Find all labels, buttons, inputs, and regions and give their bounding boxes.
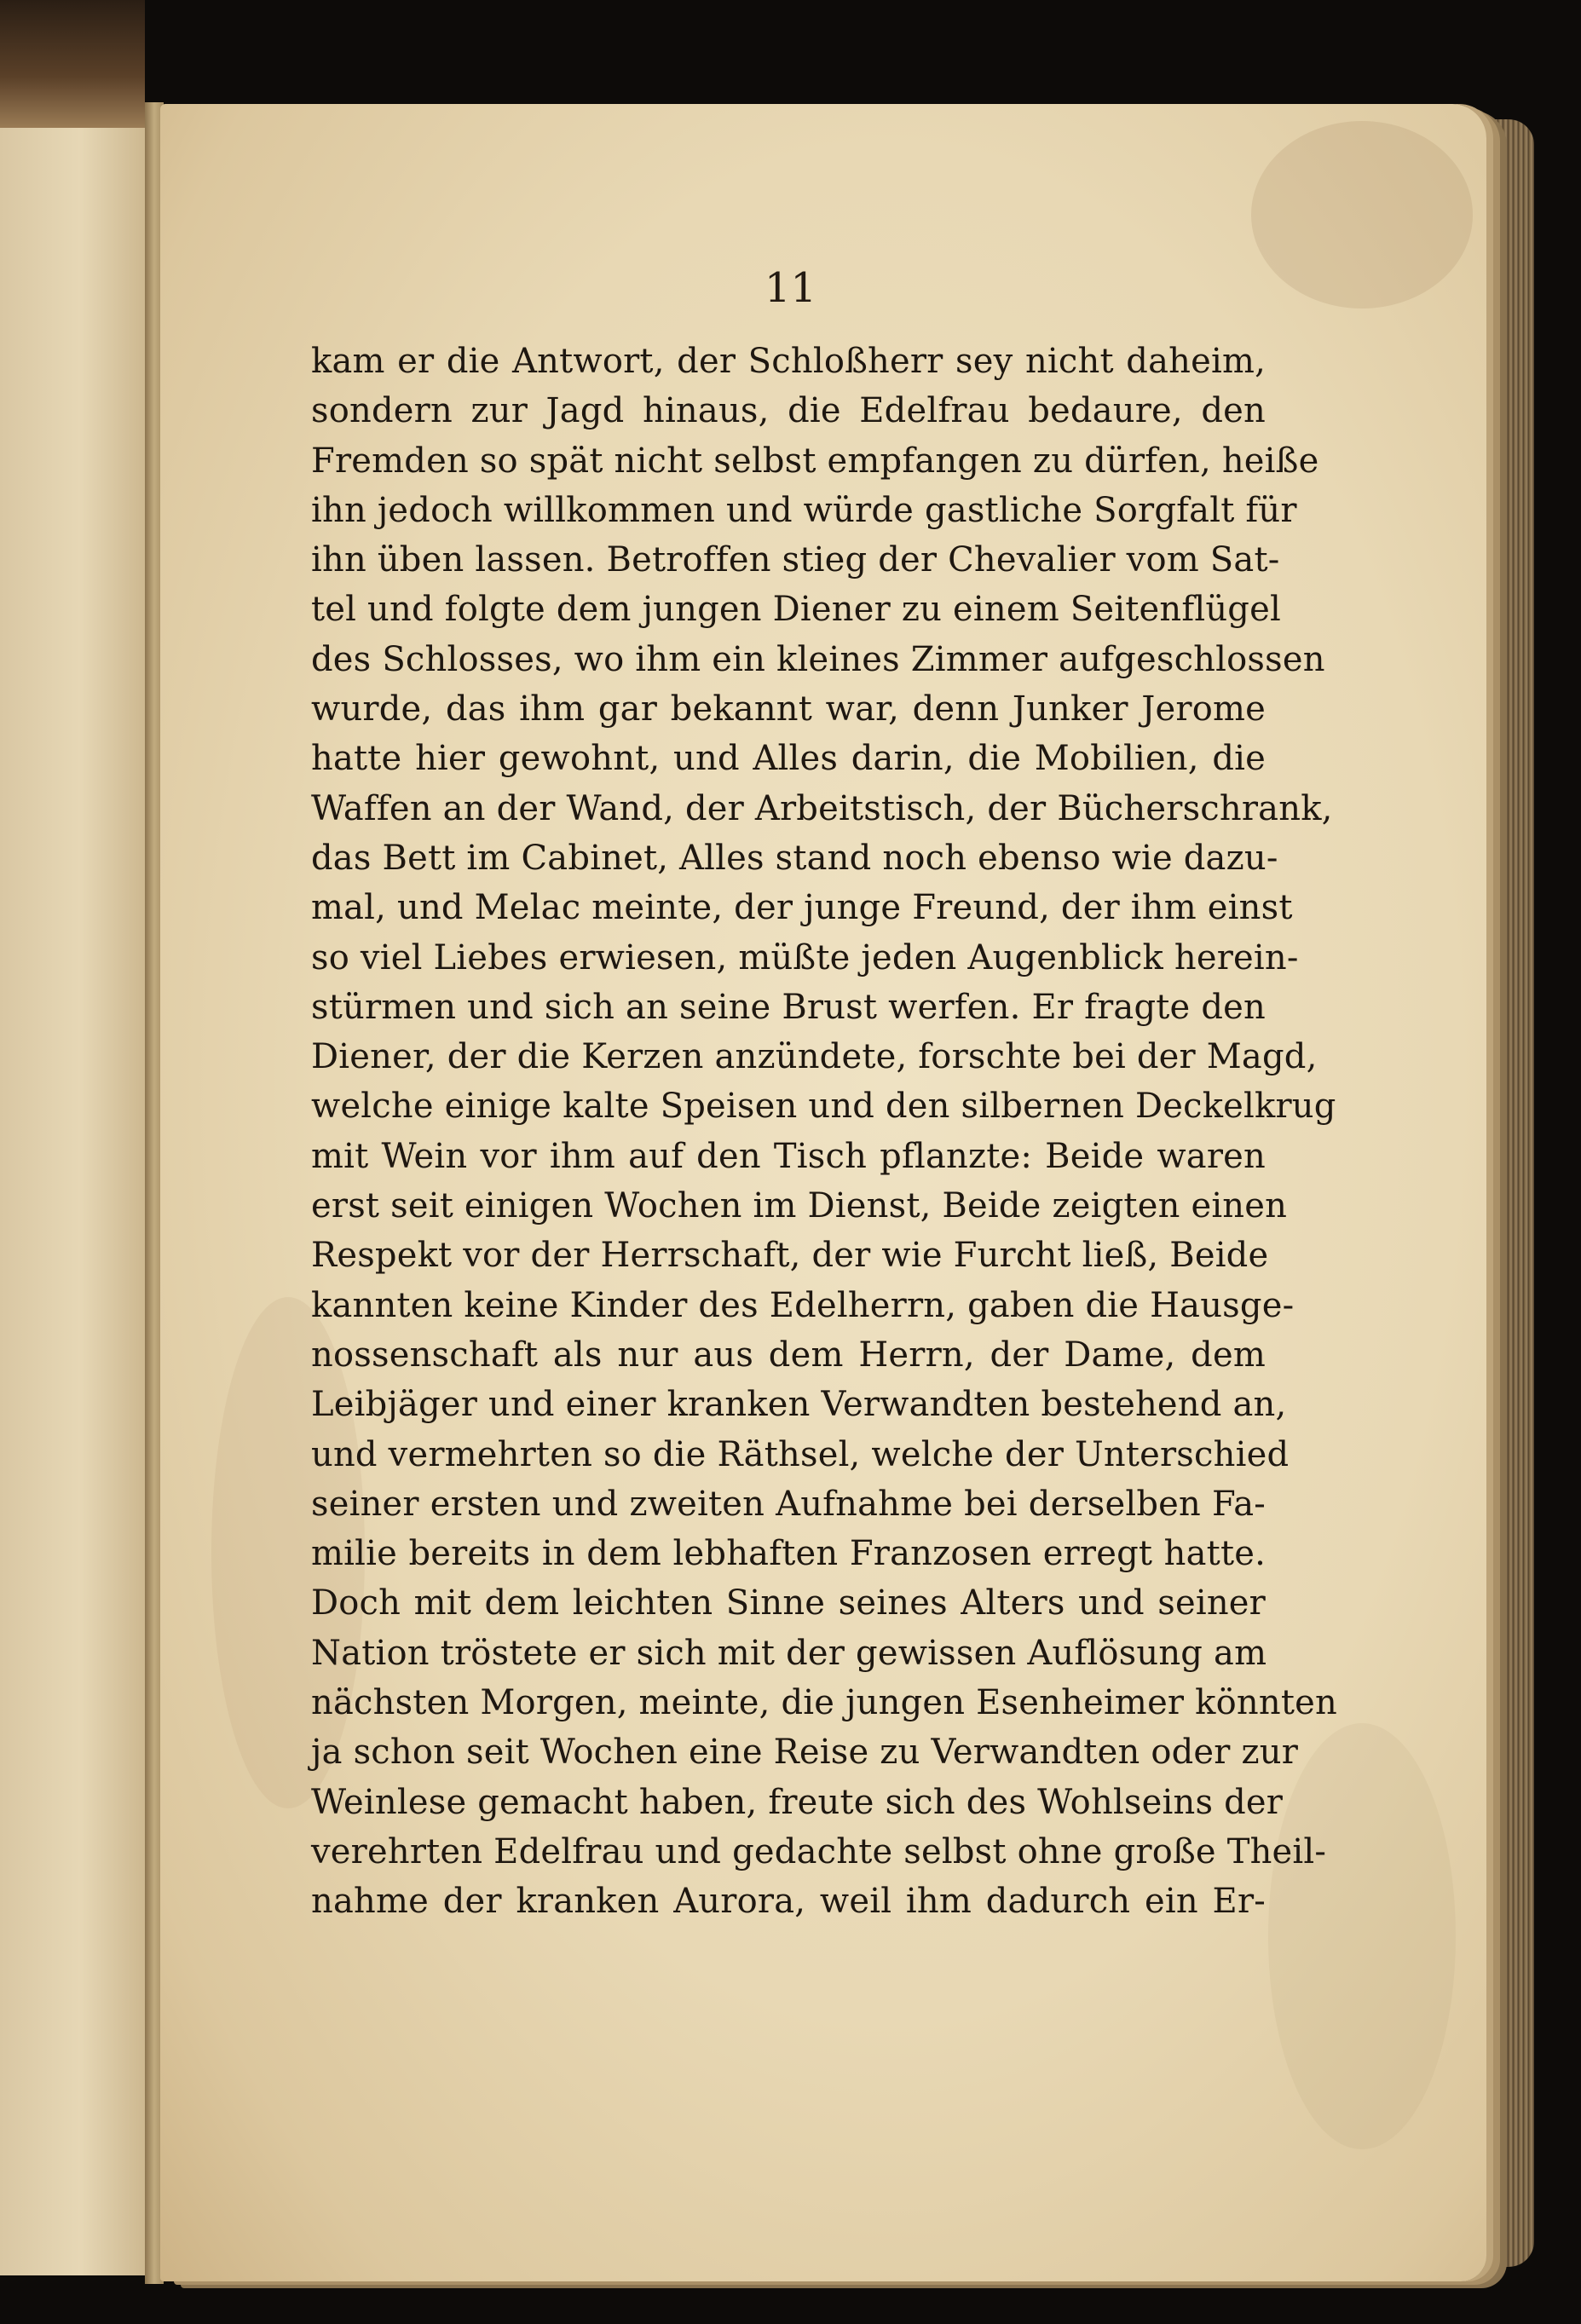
text-line: Weinlese gemacht haben, freute sich des Wohlseins der [311, 1782, 1284, 1822]
text-line: hatte hier gewohnt, und Alles darin, die Mobilien, die [311, 739, 1266, 779]
text-line: verehrten Edelfrau und gedachte selbst ohne große Theil- [311, 1831, 1327, 1871]
text-line: Fremden so spät nicht selbst empfangen zu dürfen, heiße [311, 441, 1319, 481]
paper-stain [1268, 1723, 1456, 2149]
text-line: welche einige kalte Speisen und den silbernen Deckelkrug [311, 1087, 1336, 1127]
text-line: mit Wein vor ihm auf den Tisch pflanzte: Beide waren [311, 1136, 1266, 1176]
text-line: nahme der kranken Aurora, weil ihm dadurch ein Er- [311, 1882, 1266, 1922]
text-line: nossenschaft als nur aus dem Herrn, der Dame, dem [311, 1335, 1266, 1375]
text-line: sondern zur Jagd hinaus, die Edelfrau bedaure, den [311, 391, 1266, 431]
page-block-edges [1483, 119, 1534, 2267]
text-line: des Schlosses, wo ihm ein kleines Zimmer aufgeschlossen [311, 639, 1325, 679]
body-text [311, 337, 1337, 1927]
left-page-edge [0, 128, 147, 2275]
text-line: so viel Liebes erwiesen, müßte jeden Augenblick herein- [311, 937, 1299, 977]
text-line: ihn üben lassen. Betroffen stieg der Chevalier vom Sat- [311, 540, 1280, 580]
text-line: seiner ersten und zweiten Aufnahme bei derselben Fa- [311, 1484, 1266, 1524]
book-cover-edge [0, 0, 145, 128]
text-line: das Bett im Cabinet, Alles stand noch ebenso wie dazu- [311, 838, 1278, 878]
text-line: Doch mit dem leichten Sinne seines Alters und seiner [311, 1583, 1266, 1623]
text-line: und vermehrten so die Räthsel, welche der Unterschied [311, 1434, 1290, 1474]
text-line: kam er die Antwort, der Schloßherr sey nicht daheim, [311, 342, 1266, 381]
text-line: mal, und Melac meinte, der junge Freund, der ihm einst [311, 888, 1293, 928]
text-line: tel und folgte dem jungen Diener zu einem Seitenflügel [311, 590, 1281, 630]
text-line: Waffen an der Wand, der Arbeitstisch, der Bücherschrank, [311, 788, 1333, 828]
text-line: erst seit einigen Wochen im Dienst, Beide zeigten einen [311, 1186, 1288, 1226]
text-line: Leibjäger und einer kranken Verwandten bestehend an, [311, 1385, 1287, 1425]
text-line: milie bereits in dem lebhaften Franzosen erregt hatte. [311, 1534, 1266, 1574]
text-line: ihn jedoch willkommen und würde gastliche Sorgfalt für [311, 490, 1297, 530]
page-number: 11 [764, 264, 817, 312]
text-line: kannten keine Kinder des Edelherrn, gaben die Hausge- [311, 1285, 1295, 1325]
text-line: Respekt vor der Herrschaft, der wie Furcht ließ, Beide [311, 1236, 1269, 1276]
text-line: stürmen und sich an seine Brust werfen. Er fragte den [311, 987, 1266, 1027]
text-line: ja schon seit Wochen eine Reise zu Verwandten oder zur [311, 1733, 1299, 1773]
text-line: Diener, der die Kerzen anzündete, forschte bei der Magd, [311, 1037, 1318, 1077]
text-line: nächsten Morgen, meinte, die jungen Esenheimer könnten [311, 1683, 1337, 1723]
text-line: wurde, das ihm gar bekannt war, denn Junker Jerome [311, 689, 1266, 729]
text-line: Nation tröstete er sich mit der gewissen Auflösung am [311, 1633, 1267, 1673]
